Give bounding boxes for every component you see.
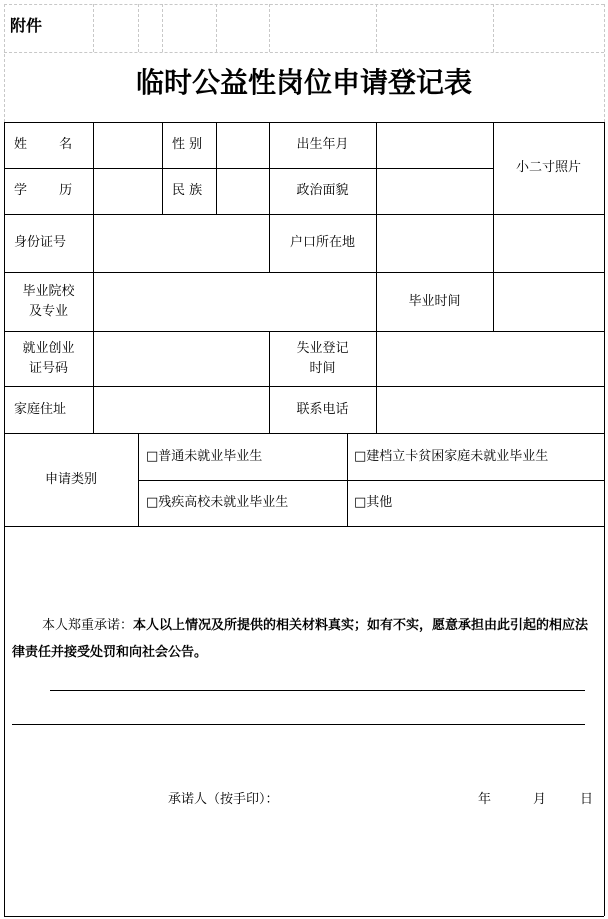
household-field[interactable] <box>376 214 493 272</box>
signature-line <box>50 690 585 691</box>
school-field[interactable] <box>93 272 376 331</box>
address-label: 家庭住址 <box>14 401 67 417</box>
employment-cert-field[interactable] <box>93 331 269 386</box>
name-field[interactable] <box>93 122 162 168</box>
pledge-body: 本人以上情况及所提供的相关材料真实；如有不实，愿意承担由此引起的相应法律责任并接受处罚和向社会公告。 <box>12 618 589 660</box>
phone-field[interactable] <box>376 386 604 433</box>
employment-cert-line2: 证号码 <box>28 360 68 376</box>
grid-line <box>269 4 270 52</box>
political-status-field[interactable] <box>376 168 493 214</box>
id-number-label: 身份证号 <box>14 235 67 250</box>
pledge-prefix: 本人郑重承诺： <box>42 618 134 633</box>
education-label: 学 历 <box>14 183 87 198</box>
table-border <box>604 122 605 916</box>
photo-extra-cell <box>493 214 604 272</box>
table-border <box>4 526 604 527</box>
id-number-field[interactable] <box>93 214 269 272</box>
page-title: 临时公益性岗位申请登记表 <box>135 66 472 99</box>
political-status-label: 政治面貌 <box>296 183 349 198</box>
school-label <box>4 272 93 331</box>
attachment-label: 附件 <box>10 16 43 35</box>
grid-line <box>162 4 163 52</box>
employment-cert-line1: 就业创业 <box>22 340 75 356</box>
grid-line <box>493 4 494 52</box>
birth-label: 出生年月 <box>296 137 349 152</box>
unemployment-reg-field[interactable] <box>376 331 604 386</box>
graduation-time-label: 毕业时间 <box>408 293 461 309</box>
category-option-3[interactable]: □残疾高校未就业毕业生 <box>146 495 289 510</box>
signature-year: 年 <box>478 792 492 807</box>
household-label: 户口所在地 <box>289 235 355 250</box>
grid-line <box>138 4 139 52</box>
signature-month: 月 <box>533 792 547 807</box>
category-option-1[interactable]: □普通未就业毕业生 <box>146 448 263 464</box>
ethnicity-field[interactable] <box>216 168 269 214</box>
pledge-statement <box>12 612 596 666</box>
gender-field[interactable] <box>216 122 269 168</box>
name-label: 姓 名 <box>14 137 87 152</box>
education-field[interactable] <box>93 168 162 214</box>
signature-line <box>12 724 585 725</box>
grid-line <box>216 4 217 52</box>
table-border <box>4 916 604 917</box>
phone-label: 联系电话 <box>296 401 349 417</box>
birth-field[interactable] <box>376 122 493 168</box>
address-field[interactable] <box>93 386 269 433</box>
ethnicity-label: 民 族 <box>172 183 203 198</box>
grid-line <box>4 4 604 5</box>
signature-label: 承诺人（按手印）： <box>168 792 279 807</box>
grid-line <box>4 52 604 53</box>
grid-line <box>93 4 94 52</box>
graduation-time-field[interactable] <box>493 272 604 331</box>
category-option-2[interactable]: □建档立卡贫困家庭未就业毕业生 <box>354 448 549 464</box>
unemployment-reg-label <box>269 331 376 386</box>
signature-day: 日 <box>580 792 594 807</box>
category-option-4[interactable]: □其他 <box>354 495 393 510</box>
photo-box: 小二寸照片 <box>515 160 581 175</box>
employment-cert-label <box>4 331 93 386</box>
school-label-line1: 毕业院校 <box>22 283 75 299</box>
category-label: 申请类别 <box>44 471 97 487</box>
unemployment-reg-line1: 失业登记 <box>296 340 349 356</box>
school-label-line2: 及专业 <box>28 303 68 319</box>
grid-line <box>376 4 377 52</box>
unemployment-reg-line2: 时间 <box>309 360 336 376</box>
gender-label: 性 别 <box>172 137 203 152</box>
